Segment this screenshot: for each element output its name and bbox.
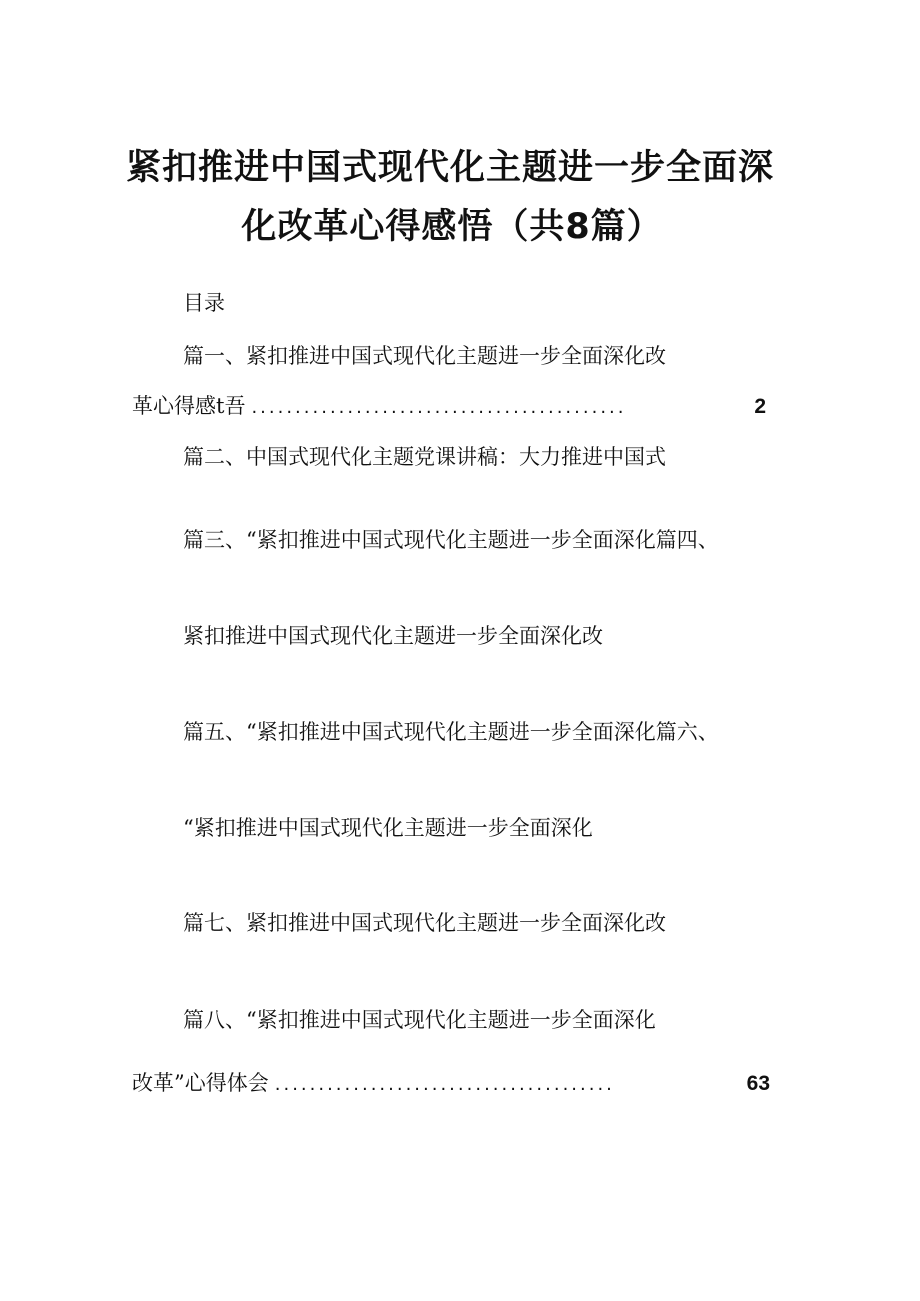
toc-entry-1-page-number: 2	[754, 395, 766, 418]
toc-entry-7: 篇七、紧扣推进中国式现代化主题进一步全面深化改	[183, 911, 666, 935]
toc-entry-8-line-2: 改革”心得体会	[132, 1071, 269, 1095]
toc-entry-5: 篇五、“紧扣推进中国式现代化主题进一步全面深化篇六、	[183, 720, 719, 744]
toc-entry-1-line-1: 篇一、紧扣推进中国式现代化主题进一步全面深化改	[183, 344, 666, 368]
toc-entry-3: 篇三、“紧扣推进中国式现代化主题进一步全面深化篇四、	[183, 528, 719, 552]
toc-entry-6: “紧扣推进中国式现代化主题进一步全面深化	[183, 816, 593, 840]
toc-entry-1-leader-row	[132, 396, 766, 417]
toc-entry-8-dot-leader: .......................................	[274, 1076, 615, 1094]
toc-entry-4: 紧扣推进中国式现代化主题进一步全面深化改	[183, 624, 603, 648]
toc-entry-8-line-1: 篇八、“紧扣推进中国式现代化主题进一步全面深化	[183, 1008, 656, 1032]
toc-entry-1-dot-leader: ...........................................	[251, 399, 627, 417]
toc-entry-8-leader-row	[132, 1073, 770, 1094]
toc-heading: 目录	[183, 291, 225, 315]
document-title-line-1: 紧扣推进中国式现代化主题进一步全面深	[125, 148, 774, 188]
document-title-line-2: 化改革心得感悟（共8篇）	[241, 207, 663, 247]
toc-entry-8-page-number: 63	[746, 1072, 770, 1095]
toc-entry-1-line-2: 革心得感t吾	[132, 394, 246, 418]
toc-entry-2: 篇二、中国式现代化主题党课讲稿：大力推进中国式	[183, 445, 666, 469]
